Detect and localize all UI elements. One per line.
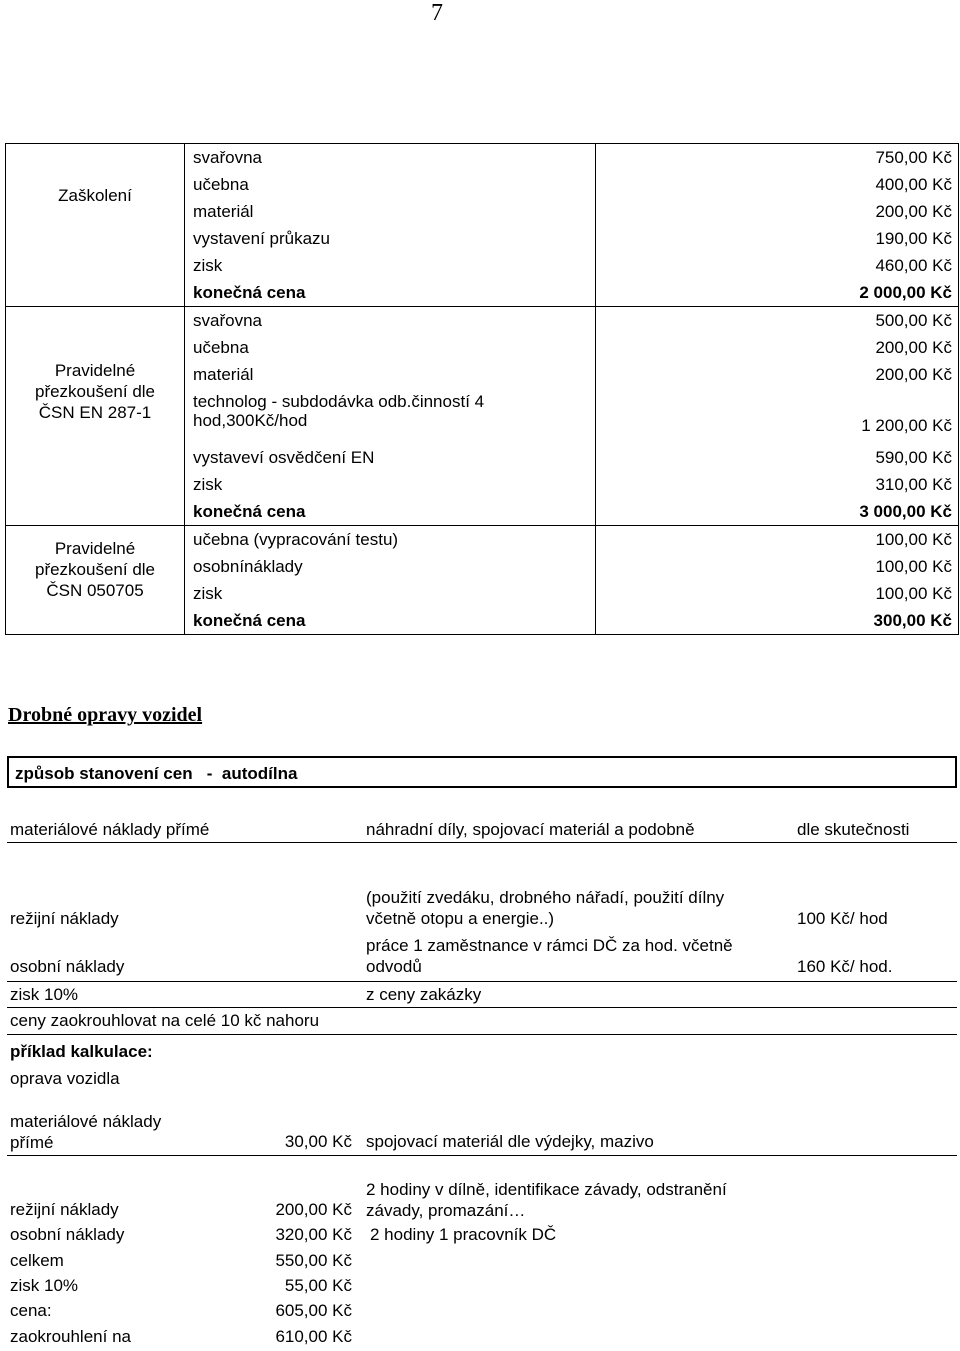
example-subject: oprava vozidla: [10, 1069, 120, 1088]
row-label-total: konečná cena: [193, 611, 306, 630]
row-label: osobnínáklady: [193, 557, 303, 576]
divider: [7, 1034, 957, 1035]
rounding-note: ceny zaokrouhlovat na celé 10 kč nahoru: [10, 1011, 320, 1030]
row-value: 200,00 Kč: [875, 365, 952, 384]
section-name: [6, 526, 185, 635]
row-value: 100,00 Kč: [875, 530, 952, 549]
values-cell: [596, 307, 959, 526]
overhead-desc: [366, 887, 724, 929]
labels-cell: [185, 526, 596, 635]
row-label: svařovna: [193, 311, 262, 330]
section-heading: Drobné opravy vozidel: [8, 704, 203, 726]
row-label: zisk: [193, 584, 223, 603]
material-desc: náhradní díly, spojovací materiál a podobně: [366, 820, 695, 839]
values-cell: [596, 526, 959, 635]
row-value: 190,00 Kč: [875, 229, 952, 248]
row-label-line: hod,300Kč/hod: [193, 411, 308, 430]
labels-cell: [185, 307, 596, 526]
section-name: [6, 144, 185, 307]
example-note-line: závady, promazání…: [366, 1201, 526, 1220]
table-row: [6, 526, 959, 635]
example-overhead-note: [366, 1179, 727, 1221]
row-label-total: konečná cena: [193, 283, 306, 302]
table-row: [6, 307, 959, 526]
method-label: způsob stanovení cen - autodílna: [15, 764, 298, 783]
example-rounded-label: zaokrouhlení na: [10, 1327, 131, 1346]
example-price-value: 605,00 Kč: [275, 1301, 352, 1320]
divider: [7, 842, 957, 843]
personal-desc: [366, 935, 733, 977]
example-label-line: přímé: [10, 1133, 54, 1152]
example-price-label: cena:: [10, 1301, 52, 1320]
example-overhead-value: 200,00 Kč: [275, 1200, 352, 1219]
section-name-line: Pravidelné: [54, 360, 136, 380]
personal-label: osobní náklady: [10, 957, 125, 976]
section-name-line: přezkoušení dle: [34, 381, 156, 401]
personal-value: 160 Kč/ hod.: [797, 957, 893, 976]
row-label: vystaveví osvědčení EN: [193, 448, 375, 467]
material-value: dle skutečnosti: [797, 820, 910, 839]
section-name-line: přezkoušení dle: [34, 559, 156, 579]
personal-desc-line: práce 1 zaměstnance v rámci DČ za hod. včetně: [366, 936, 733, 955]
example-title: příklad kalkulace:: [10, 1042, 153, 1061]
example-label-line: materiálové náklady: [10, 1112, 162, 1131]
row-label: učebna: [193, 338, 249, 357]
row-value: 400,00 Kč: [875, 175, 952, 194]
row-value: 100,00 Kč: [875, 557, 952, 576]
row-label: materiál: [193, 202, 254, 221]
example-material-label: [10, 1111, 161, 1153]
profit-label: zisk 10%: [10, 985, 79, 1004]
example-rounded-value: 610,00 Kč: [275, 1327, 352, 1346]
overhead-value: 100 Kč/ hod: [797, 909, 888, 928]
row-label-multiline: [185, 388, 595, 444]
row-value: 500,00 Kč: [875, 311, 952, 330]
overhead-label: režijní náklady: [10, 909, 119, 928]
example-overhead-label: režijní náklady: [10, 1200, 119, 1219]
row-value-total: 300,00 Kč: [873, 611, 952, 630]
example-material-note: spojovací materiál dle výdejky, mazivo: [366, 1132, 654, 1151]
divider: [7, 1155, 957, 1156]
section-name: [6, 307, 185, 526]
example-total-value: 550,00 Kč: [275, 1251, 352, 1270]
example-total-label: celkem: [10, 1251, 64, 1270]
row-label-total: konečná cena: [193, 502, 306, 521]
section-name-line: ČSN EN 287-1: [38, 402, 152, 422]
section-name-zaskoleni: Zaškolení: [58, 185, 132, 205]
labels-cell: [185, 144, 596, 307]
row-value-total: 2 000,00 Kč: [859, 283, 952, 302]
row-value: 100,00 Kč: [875, 584, 952, 603]
method-box: [7, 756, 957, 788]
divider: [7, 981, 957, 982]
row-value: 460,00 Kč: [875, 256, 952, 275]
example-profit-label: zisk 10%: [10, 1276, 79, 1295]
row-label: zisk: [193, 256, 223, 275]
price-table: [5, 143, 959, 635]
row-label: učebna (vypracování testu): [193, 530, 399, 549]
row-value: 200,00 Kč: [875, 338, 952, 357]
overhead-desc-line: (použití zvedáku, drobného nářadí, použití dílny: [366, 888, 725, 907]
row-label: materiál: [193, 365, 254, 384]
page-number: 7: [431, 0, 443, 26]
row-label-line: technolog - subdodávka odb.činností 4: [193, 392, 485, 411]
row-label: učebna: [193, 175, 249, 194]
example-note-line: 2 hodiny v dílně, identifikace závady, odstranění: [366, 1180, 727, 1199]
example-personal-value: 320,00 Kč: [275, 1225, 352, 1244]
row-value-total: 3 000,00 Kč: [859, 502, 952, 521]
row-value: 590,00 Kč: [875, 448, 952, 467]
row-value: 310,00 Kč: [875, 475, 952, 494]
values-cell: [596, 144, 959, 307]
overhead-desc-line: včetně otopu a energie..): [366, 909, 555, 928]
example-material-value: 30,00 Kč: [284, 1132, 352, 1151]
row-value: 1 200,00 Kč: [861, 416, 952, 435]
row-label: zisk: [193, 475, 223, 494]
section-name-line: Pravidelné: [54, 538, 136, 558]
material-label: materiálové náklady přímé: [10, 820, 210, 839]
profit-desc: z ceny zakázky: [366, 985, 482, 1004]
personal-desc-line: odvodů: [366, 957, 422, 976]
row-value: 200,00 Kč: [875, 202, 952, 221]
example-personal-note: 2 hodiny 1 pracovník DČ: [370, 1225, 557, 1244]
section-name-line: ČSN 050705: [46, 580, 144, 600]
example-profit-value: 55,00 Kč: [284, 1276, 352, 1295]
row-value: 750,00 Kč: [875, 148, 952, 167]
example-personal-label: osobní náklady: [10, 1225, 125, 1244]
table-row: [6, 144, 959, 307]
divider: [7, 1007, 957, 1008]
row-label: vystavení průkazu: [193, 229, 331, 248]
row-label: svařovna: [193, 148, 262, 167]
